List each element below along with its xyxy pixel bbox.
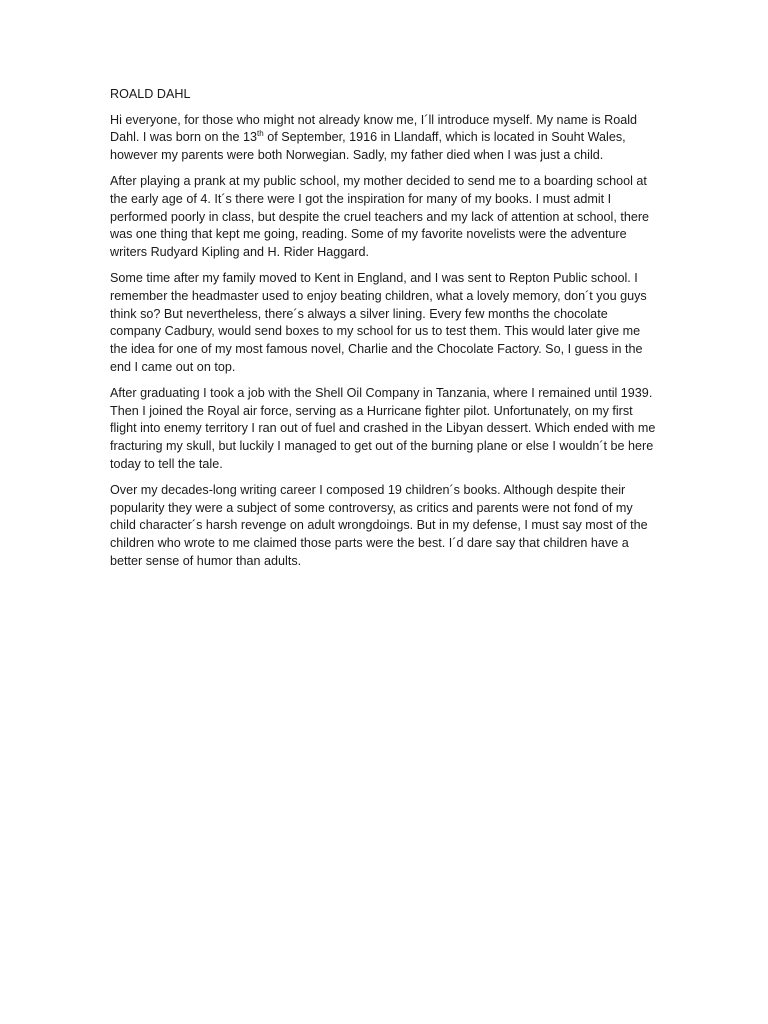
ordinal-superscript: th — [257, 129, 264, 139]
paragraph-intro-text: Hi everyone, for those who might not already know me, I´ll introduce myself. My name is Roald Dahl. I was born on the 13 — [110, 112, 638, 145]
paragraph-war-service: After graduating I took a job with the Shell Oil Company in Tanzania, where I remained until 1939. Then I joined the Royal air force, serving as a Hurricane fighter pilot. Unfortunately, on my first flight into enemy territory I ran out of fuel and crashed in the Libyan dessert. Which ended with me fracturing my skull, but luckily I managed to get out of the burning plane or else I wouldn´t be here today to tell the tale. — [110, 386, 656, 471]
document-body — [110, 86, 660, 579]
paragraph-writing-career: Over my decades-long writing career I composed 19 children´s books. Although despite their popularity they were a subject of some controversy, as critics and parents were not fond of my child character´s harsh revenge on adult wrongdoings. But in my defense, I must say most of the children who wrote to me claimed those parts were the best. I´d dare say that children have a better sense of humor than adults. — [110, 483, 648, 568]
document-title: ROALD DAHL — [110, 87, 191, 101]
paragraph-boarding-school: After playing a prank at my public school, my mother decided to send me to a boarding school at the early age of 4. It´s there were I got the inspiration for many of my books. I must admit I performed poorly in class, but despite the cruel teachers and my lack of attention at school, there was one thing that kept me going, reading. Some of my favorite novelists were the adventure writers Rudyard Kipling and H. Rider Haggard. — [110, 174, 650, 260]
paragraph-intro — [110, 112, 660, 165]
paragraph-intro-text-continued: of September, 1916 in Llandaff, which is located in Souht Wales, however my parents were both Norwegian. Sadly, my father died when I was just a child. — [110, 130, 626, 163]
paragraph-repton: Some time after my family moved to Kent in England, and I was sent to Repton Public school. I remember the headmaster used to enjoy beating children, what a lovely memory, don´t you guys think so? But nevertheless, there´s always a silver lining. Every few months the chocolate company Cadbury, would send boxes to my school for us to test them. This would later give me the idea for one of my most famous novel, Charlie and the Chocolate Factory. So, I guess in the end I came out on top. — [110, 271, 647, 374]
